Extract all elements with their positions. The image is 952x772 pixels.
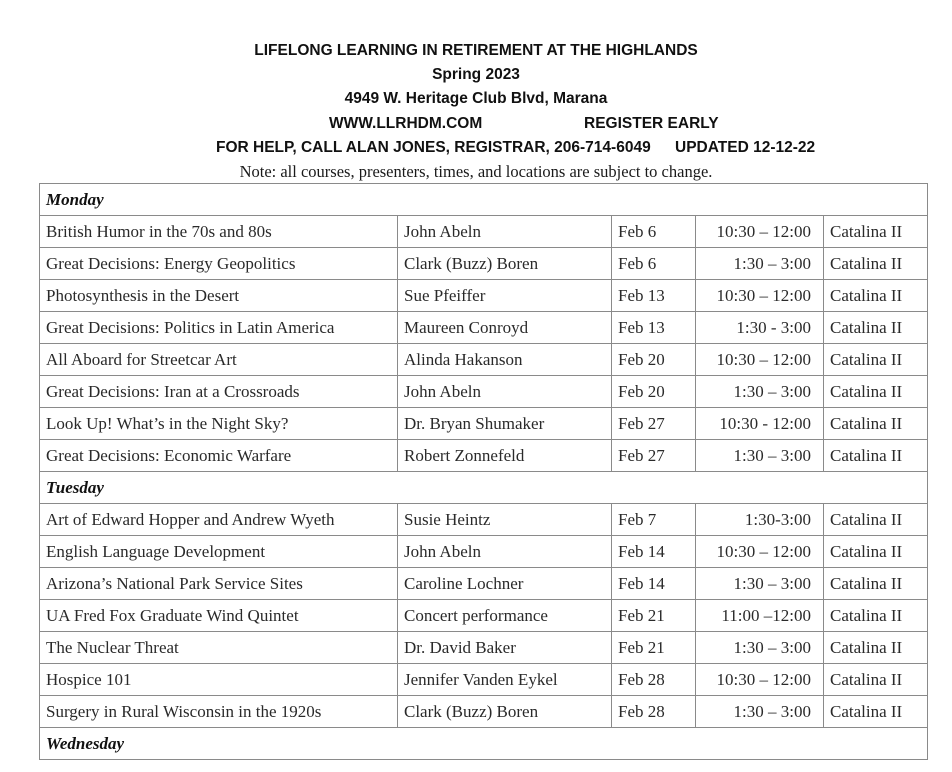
course-date: Feb 27 <box>612 440 696 472</box>
day-heading: Monday <box>40 184 928 216</box>
course-time: 1:30 – 3:00 <box>696 568 824 600</box>
course-location: Catalina II <box>824 216 928 248</box>
course-time: 1:30 – 3:00 <box>696 696 824 728</box>
course-location: Catalina II <box>824 632 928 664</box>
course-presenter: Sue Pfeiffer <box>398 280 612 312</box>
course-location: Catalina II <box>824 376 928 408</box>
course-presenter: Concert performance <box>398 600 612 632</box>
course-schedule-table <box>39 183 928 760</box>
course-title: The Nuclear Threat <box>40 632 398 664</box>
course-presenter: Caroline Lochner <box>398 568 612 600</box>
course-time: 1:30 – 3:00 <box>696 440 824 472</box>
course-location: Catalina II <box>824 504 928 536</box>
course-time: 1:30 – 3:00 <box>696 248 824 280</box>
course-location: Catalina II <box>824 600 928 632</box>
course-row <box>40 568 928 600</box>
course-presenter: Dr. David Baker <box>398 632 612 664</box>
course-presenter: John Abeln <box>398 376 612 408</box>
course-row <box>40 280 928 312</box>
course-date: Feb 20 <box>612 376 696 408</box>
disclaimer-note: Note: all courses, presenters, times, and locations are subject to change. <box>239 162 713 181</box>
course-date: Feb 27 <box>612 408 696 440</box>
course-date: Feb 7 <box>612 504 696 536</box>
course-location: Catalina II <box>824 408 928 440</box>
course-date: Feb 21 <box>612 600 696 632</box>
register-early: REGISTER EARLY <box>584 115 719 132</box>
organization-title: LIFELONG LEARNING IN RETIREMENT AT THE HIGHLANDS <box>254 42 698 59</box>
course-row <box>40 632 928 664</box>
course-location: Catalina II <box>824 664 928 696</box>
course-time: 10:30 – 12:00 <box>696 664 824 696</box>
help-contact: FOR HELP, CALL ALAN JONES, REGISTRAR, 206-714-6049 <box>216 139 651 156</box>
course-title: Great Decisions: Energy Geopolitics <box>40 248 398 280</box>
course-title: Hospice 101 <box>40 664 398 696</box>
course-time: 10:30 - 12:00 <box>696 408 824 440</box>
course-title: British Humor in the 70s and 80s <box>40 216 398 248</box>
course-location: Catalina II <box>824 440 928 472</box>
course-row <box>40 344 928 376</box>
course-date: Feb 6 <box>612 248 696 280</box>
course-title: English Language Development <box>40 536 398 568</box>
course-row <box>40 248 928 280</box>
course-time: 1:30-3:00 <box>696 504 824 536</box>
course-title: Great Decisions: Politics in Latin America <box>40 312 398 344</box>
course-presenter: Alinda Hakanson <box>398 344 612 376</box>
course-date: Feb 13 <box>612 312 696 344</box>
course-date: Feb 14 <box>612 568 696 600</box>
course-presenter: Dr. Bryan Shumaker <box>398 408 612 440</box>
course-location: Catalina II <box>824 248 928 280</box>
course-date: Feb 21 <box>612 632 696 664</box>
course-date: Feb 13 <box>612 280 696 312</box>
course-date: Feb 6 <box>612 216 696 248</box>
day-header-row <box>40 472 928 504</box>
course-time: 1:30 - 3:00 <box>696 312 824 344</box>
course-date: Feb 14 <box>612 536 696 568</box>
course-title: UA Fred Fox Graduate Wind Quintet <box>40 600 398 632</box>
course-title: Look Up! What’s in the Night Sky? <box>40 408 398 440</box>
course-row <box>40 600 928 632</box>
course-time: 1:30 – 3:00 <box>696 376 824 408</box>
course-title: All Aboard for Streetcar Art <box>40 344 398 376</box>
course-title: Photosynthesis in the Desert <box>40 280 398 312</box>
course-time: 1:30 – 3:00 <box>696 632 824 664</box>
course-title: Surgery in Rural Wisconsin in the 1920s <box>40 696 398 728</box>
day-heading: Tuesday <box>40 472 928 504</box>
course-row <box>40 408 928 440</box>
course-presenter: Maureen Conroyd <box>398 312 612 344</box>
course-row <box>40 504 928 536</box>
course-presenter: Jennifer Vanden Eykel <box>398 664 612 696</box>
course-date: Feb 28 <box>612 696 696 728</box>
course-date: Feb 28 <box>612 664 696 696</box>
course-row <box>40 216 928 248</box>
course-time: 10:30 – 12:00 <box>696 280 824 312</box>
course-time: 10:30 – 12:00 <box>696 216 824 248</box>
course-row <box>40 312 928 344</box>
course-location: Catalina II <box>824 344 928 376</box>
course-row <box>40 536 928 568</box>
course-row <box>40 440 928 472</box>
course-title: Arizona’s National Park Service Sites <box>40 568 398 600</box>
course-location: Catalina II <box>824 312 928 344</box>
course-time: 11:00 –12:00 <box>696 600 824 632</box>
course-title: Great Decisions: Economic Warfare <box>40 440 398 472</box>
course-presenter: John Abeln <box>398 216 612 248</box>
course-location: Catalina II <box>824 696 928 728</box>
website-link[interactable]: WWW.LLRHDM.COM <box>329 115 483 132</box>
day-header-row <box>40 728 928 760</box>
course-time: 10:30 – 12:00 <box>696 344 824 376</box>
day-header-row <box>40 184 928 216</box>
term-title: Spring 2023 <box>432 66 520 83</box>
course-presenter: John Abeln <box>398 536 612 568</box>
address: 4949 W. Heritage Club Blvd, Marana <box>344 90 608 107</box>
course-location: Catalina II <box>824 568 928 600</box>
course-time: 10:30 – 12:00 <box>696 536 824 568</box>
course-location: Catalina II <box>824 536 928 568</box>
updated-date: UPDATED 12-12-22 <box>675 139 816 156</box>
course-location: Catalina II <box>824 280 928 312</box>
course-presenter: Clark (Buzz) Boren <box>398 696 612 728</box>
course-row <box>40 664 928 696</box>
course-presenter: Robert Zonnefeld <box>398 440 612 472</box>
course-title: Art of Edward Hopper and Andrew Wyeth <box>40 504 398 536</box>
course-presenter: Clark (Buzz) Boren <box>398 248 612 280</box>
course-date: Feb 20 <box>612 344 696 376</box>
course-title: Great Decisions: Iran at a Crossroads <box>40 376 398 408</box>
course-row <box>40 696 928 728</box>
course-row <box>40 376 928 408</box>
day-heading: Wednesday <box>40 728 928 760</box>
course-presenter: Susie Heintz <box>398 504 612 536</box>
